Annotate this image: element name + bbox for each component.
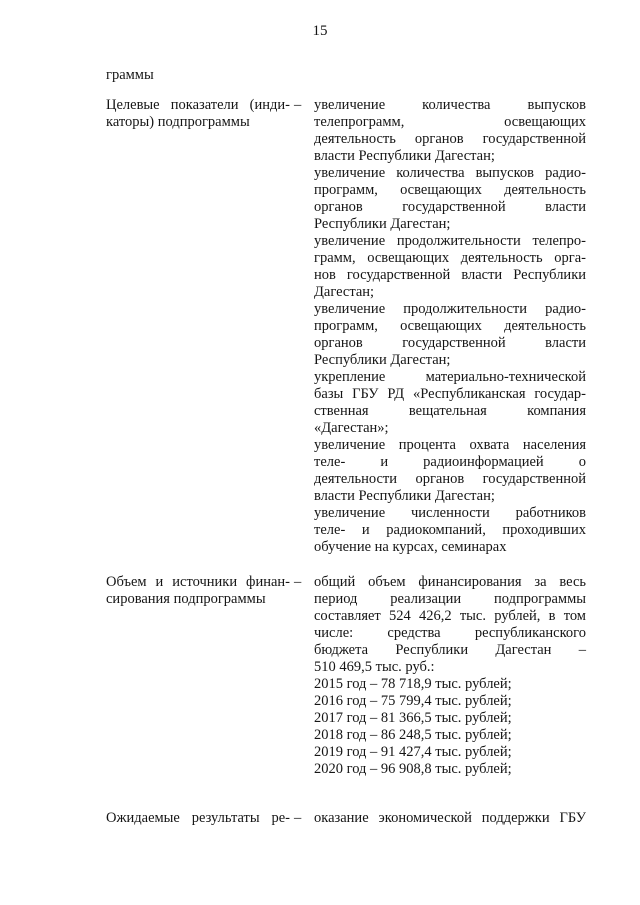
text-line: программ, освещающих деятельность	[314, 318, 586, 334]
text-line: власти Республики Дагестан;	[314, 148, 495, 164]
text-line: ственная вещательная компания	[314, 403, 586, 419]
text-line: увеличение количества выпусков	[314, 97, 586, 113]
year-amount-line: 2017 год – 81 366,5 тыс. рублей;	[314, 710, 512, 726]
text-line: деятельности органов государственной	[314, 471, 586, 487]
continued-text: граммы	[106, 67, 154, 83]
text-line: увеличение продолжительности радио-	[314, 301, 586, 317]
financing-text	[314, 574, 586, 778]
year-amount-line: 2018 год – 86 248,5 тыс. рублей;	[314, 727, 512, 743]
text-line: грамм, освещающих деятельность орга-	[314, 250, 586, 266]
text-line: теле- и радиоинформацией о	[314, 454, 586, 470]
year-amount-line: 2019 год – 91 427,4 тыс. рублей;	[314, 744, 512, 760]
text-line: общий объем финансирования за весь	[314, 574, 586, 590]
text-line: укрепление материально-технической	[314, 369, 586, 385]
text-line: базы ГБУ РД «Республиканская государ-	[314, 386, 586, 402]
dash: –	[294, 97, 302, 113]
dash: –	[294, 810, 302, 826]
expected-results-label	[106, 810, 290, 827]
page-number: 15	[312, 23, 328, 39]
text-line: «Дагестан»;	[314, 420, 389, 436]
text-line: власти Республики Дагестан;	[314, 488, 495, 504]
year-amount-line: 2020 год – 96 908,8 тыс. рублей;	[314, 761, 512, 777]
year-amount-line: 2015 год – 78 718,9 тыс. рублей;	[314, 676, 512, 692]
text-line: составляет 524 426,2 тыс. рублей, в том	[314, 608, 586, 624]
text-line: программ, освещающих деятельность	[314, 182, 586, 198]
text-line: увеличение продолжительности телепро-	[314, 233, 586, 249]
text-line: деятельность органов государственной	[314, 131, 586, 147]
text-line: числе: средства республиканского	[314, 625, 586, 641]
label-line: Объем и источники финан-	[106, 574, 290, 590]
text-line: период реализации подпрограммы	[314, 591, 586, 607]
text-line: бюджета Республики Дагестан –	[314, 642, 586, 658]
text-line: Дагестан;	[314, 284, 375, 300]
text-line: увеличение количества выпусков радио-	[314, 165, 586, 181]
text-line: нов государственной власти Республики	[314, 267, 586, 283]
label-line: Целевые показатели (инди-	[106, 97, 290, 113]
text-line: телепрограмм, освещающих	[314, 114, 586, 130]
label-line: Ожидаемые результаты ре-	[106, 810, 290, 826]
text-line: обучение на курсах, семинарах	[314, 539, 507, 555]
text-line: теле- и радиокомпаний, проходивших	[314, 522, 586, 538]
label-line: каторы) подпрограммы	[106, 114, 250, 130]
target-indicators-list	[314, 97, 586, 556]
text-line: увеличение численности работников	[314, 505, 586, 521]
expected-results-text	[314, 810, 586, 827]
dash: –	[294, 574, 302, 590]
text-line: органов государственной власти	[314, 335, 586, 351]
year-amount-line: 2016 год – 75 799,4 тыс. рублей;	[314, 693, 512, 709]
target-indicators-label	[106, 97, 290, 131]
label-line: сирования подпрограммы	[106, 591, 266, 607]
text-line: оказание экономической поддержки ГБУ	[314, 810, 586, 826]
financing-label	[106, 574, 290, 608]
text-line: Республики Дагестан;	[314, 352, 451, 368]
text-line: органов государственной власти	[314, 199, 586, 215]
text-line: Республики Дагестан;	[314, 216, 451, 232]
text-line: увеличение процента охвата населения	[314, 437, 586, 453]
text-line: 510 469,5 тыс. руб.:	[314, 659, 435, 675]
